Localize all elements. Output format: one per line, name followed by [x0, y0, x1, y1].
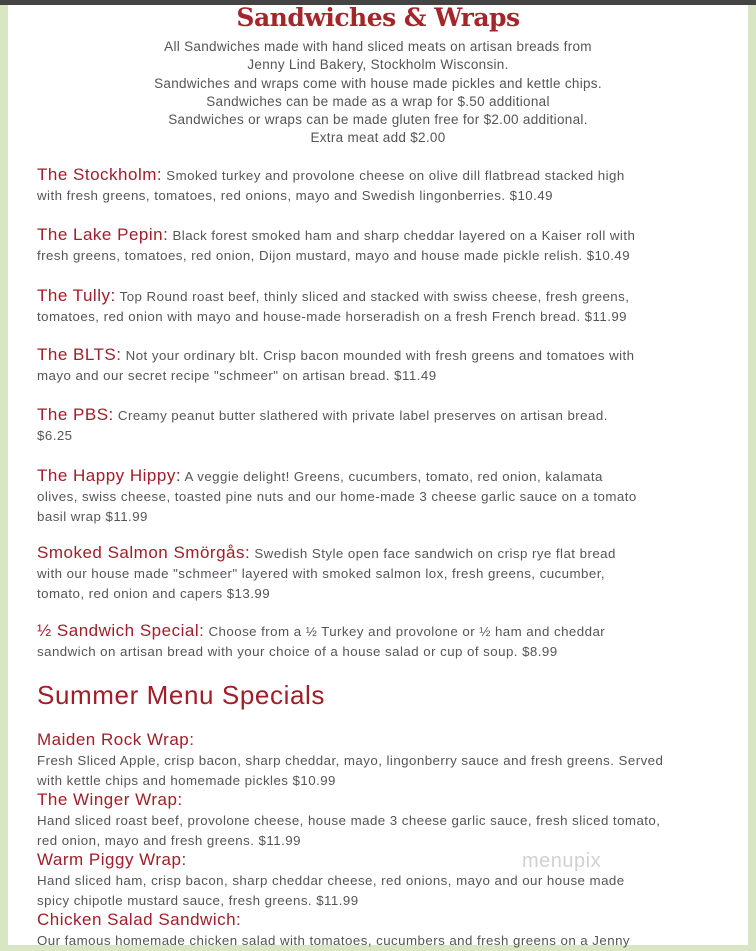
menu-item [37, 621, 605, 662]
item-description: olives, swiss cheese, toasted pine nuts and our home-made 3 cheese garlic sauce on a tomato [37, 489, 637, 504]
watermark-logo: menupix [522, 850, 602, 872]
special-description: Hand sliced ham, crisp bacon, sharp cheddar cheese, red onions, mayo and our house made [37, 873, 625, 888]
item-description: A veggie delight! Greens, cucumbers, tomato, red onion, kalamata [184, 469, 603, 484]
menu-item [37, 286, 629, 327]
special-item [37, 789, 660, 851]
item-description: fresh greens, tomatoes, red onion, Dijon mustard, mayo and house made pickle relish. $10.49 [37, 248, 631, 263]
special-description: Hand sliced roast beef, provolone cheese, house made 3 cheese garlic sauce, fresh sliced tomato, [37, 813, 661, 828]
special-description: with kettle chips and homemade pickles $10.99 [37, 773, 336, 788]
item-description: with fresh greens, tomatoes, red onions, mayo and Swedish lingonberries. $10.49 [37, 188, 553, 203]
menu-item [37, 466, 637, 527]
special-description: Fresh Sliced Apple, crisp bacon, sharp cheddar, mayo, lingonberry sauce and fresh greens. Served [37, 753, 664, 768]
item-line [37, 165, 625, 186]
menu-item [37, 543, 616, 604]
item-line [37, 405, 608, 426]
special-description: spicy chipotle mustard sauce, fresh greens. $11.99 [37, 893, 359, 908]
item-name: The Happy Hippy: [37, 466, 182, 485]
item-line [37, 487, 637, 507]
item-line [37, 366, 635, 386]
intro-line: Jenny Lind Bakery, Stockholm Wisconsin. [247, 57, 509, 73]
item-name: The Stockholm: [37, 165, 163, 184]
item-description: Smoked turkey and provolone cheese on olive dill flatbread stacked high [166, 168, 625, 183]
item-line [37, 507, 637, 527]
page-title: Sandwiches & Wraps [236, 3, 520, 32]
item-line [37, 345, 635, 366]
item-line [37, 564, 616, 584]
item-line [37, 426, 608, 446]
intro-line: Sandwiches can be made as a wrap for $.50 additional [206, 93, 550, 109]
item-description: Black forest smoked ham and sharp cheddar layered on a Kaiser roll with [172, 228, 636, 243]
summer-section-title: Summer Menu Specials [37, 680, 325, 710]
item-description: Swedish Style open face sandwich on crisp rye flat bread [254, 546, 616, 561]
item-line [37, 186, 625, 206]
item-description: mayo and our secret recipe "schmeer" on artisan bread. $11.49 [37, 368, 437, 383]
item-name: The BLTS: [37, 345, 122, 364]
menu-item [37, 225, 635, 266]
intro-line: Sandwiches and wraps come with house made pickles and kettle chips. [154, 75, 602, 91]
intro-text [0, 38, 756, 148]
item-line [37, 225, 635, 246]
item-description: tomato, red onion and capers $13.99 [37, 586, 271, 601]
item-description: with our house made "schmeer" layered with smoked salmon lox, fresh greens, cucumber, [37, 566, 605, 581]
intro-line: All Sandwiches made with hand sliced meats on artisan breads from [164, 39, 592, 54]
item-line [37, 621, 605, 642]
special-name: Chicken Salad Sandwich: [37, 910, 242, 929]
item-description: Not your ordinary blt. Crisp bacon mounded with fresh greens and tomatoes with [125, 348, 635, 363]
menu-item [37, 405, 608, 446]
item-description: Creamy peanut butter slathered with private label preserves on artisan bread. [117, 408, 608, 423]
special-item [37, 729, 663, 791]
item-description: Choose from a ½ Turkey and provolone or ½ ham and cheddar [208, 624, 606, 639]
item-line [37, 466, 637, 487]
item-name: The Tully: [37, 286, 116, 305]
special-description: Our famous homemade chicken salad with tomatoes, cucumbers and fresh greens on a Jenny [37, 933, 631, 948]
item-line [37, 584, 616, 604]
item-line [37, 286, 629, 307]
item-description: $6.25 [37, 428, 73, 443]
intro-line: Sandwiches or wraps can be made gluten free for $2.00 additional. [168, 112, 588, 128]
item-line [37, 642, 605, 662]
item-line [37, 246, 635, 266]
item-description: basil wrap $11.99 [37, 509, 148, 524]
item-description: Top Round roast beef, thinly sliced and stacked with swiss cheese, fresh greens, [119, 289, 630, 304]
item-description: tomatoes, red onion with mayo and house-made horseradish on a fresh French bread. $11.99 [37, 309, 628, 324]
item-line [37, 307, 629, 327]
menu-item [37, 165, 625, 206]
special-name: Maiden Rock Wrap: [37, 730, 195, 749]
special-description: red onion, mayo and fresh greens. $11.99 [37, 833, 301, 848]
item-name: Smoked Salmon Smörgås: [37, 543, 251, 562]
special-name: Warm Piggy Wrap: [37, 850, 187, 869]
item-name: The PBS: [37, 405, 114, 424]
item-description: sandwich on artisan bread with your choice of a house salad or cup of soup. $8.99 [37, 644, 558, 659]
intro-line: Extra meat add $2.00 [310, 130, 446, 146]
item-name: ½ Sandwich Special: [37, 621, 205, 640]
special-name: The Winger Wrap: [37, 790, 183, 809]
menu-item [37, 345, 635, 386]
item-line [37, 543, 616, 564]
item-name: The Lake Pepin: [37, 225, 169, 244]
